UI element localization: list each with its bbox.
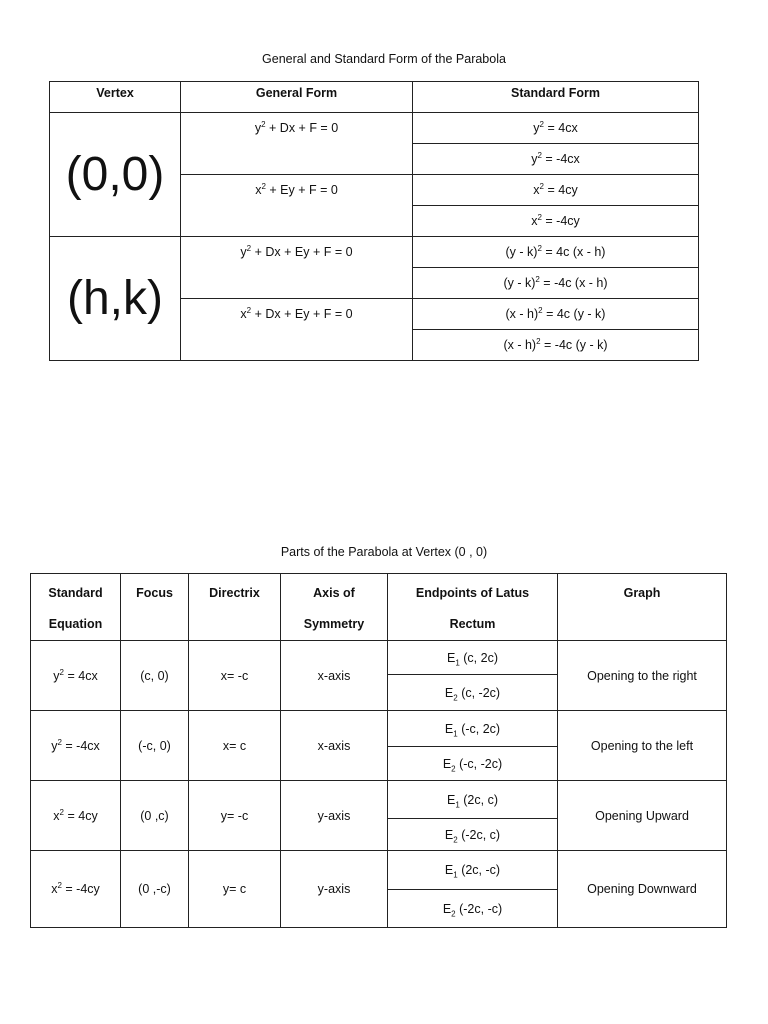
standard-equation-cell: $x^2 = -4cy$: [31, 851, 121, 928]
endpoint-e2-cell: $E_2$ (c, -2c): [388, 675, 558, 711]
axis-cell: y-axis: [281, 851, 388, 928]
vertex-origin: (0,0): [50, 113, 181, 237]
standard-form-cell: (x - h)$^2$ = -4c (y - k): [413, 330, 699, 361]
general-standard-form-table: [49, 81, 699, 361]
endpoint-e2-cell: $E_2$ (-2c, -c): [388, 890, 558, 928]
focus-cell: (0 ,c): [121, 781, 189, 851]
standard-form-cell: $y^2 = -4cx$: [413, 144, 699, 175]
standard-equation-cell: $x^2 = 4cy$: [31, 781, 121, 851]
standard-form-cell: $x^2 = 4cy$: [413, 175, 699, 206]
endpoint-e1-cell: $E_1$ (-c, 2c): [388, 711, 558, 747]
endpoint-e2-cell: $E_2$ (-2c, c): [388, 819, 558, 851]
standard-equation-cell: $y^2 = -4cx$: [31, 711, 121, 781]
table-row: [31, 711, 727, 747]
header-graph: Graph: [558, 574, 727, 641]
standard-form-cell: $y^2 = 4cx$: [413, 113, 699, 144]
header-general-form: General Form: [181, 82, 413, 113]
standard-equation-cell: $y^2 = 4cx$: [31, 641, 121, 711]
graph-cell: Opening to the right: [558, 641, 727, 711]
header-directrix: Directrix: [189, 574, 281, 641]
axis-cell: x-axis: [281, 641, 388, 711]
general-form-cell: $y^2 + Dx + F = 0$: [181, 113, 413, 175]
table2-title: Parts of the Parabola at Vertex (0 , 0): [280, 545, 488, 559]
endpoint-e2-cell: $E_2$ (-c, -2c): [388, 747, 558, 781]
table-row: [31, 851, 727, 890]
standard-form-cell: (y - k)$^2$ = 4c (x - h): [413, 237, 699, 268]
table-row: [31, 641, 727, 675]
directrix-cell: y= -c: [189, 781, 281, 851]
table1-header-row: [50, 82, 699, 113]
standard-form-cell: (x - h)$^2$ = 4c (y - k): [413, 299, 699, 330]
table-row: [31, 781, 727, 819]
general-form-cell: $x^2 + Dx + Ey + F = 0$: [181, 299, 413, 361]
endpoint-e1-cell: $E_1$ (c, 2c): [388, 641, 558, 675]
header-axis-of-symmetry: Axis of Symmetry: [281, 574, 388, 641]
focus-cell: (c, 0): [121, 641, 189, 711]
graph-cell: Opening to the left: [558, 711, 727, 781]
standard-form-cell: (y - k)$^2$ = -4c (x - h): [413, 268, 699, 299]
table1-title: General and Standard Form of the Parabola: [262, 52, 506, 66]
header-standard-equation: Standard Equation: [31, 574, 121, 641]
standard-form-cell: $x^2 = -4cy$: [413, 206, 699, 237]
endpoint-e1-cell: $E_1$ (2c, c): [388, 781, 558, 819]
table2-header-row: [31, 574, 727, 641]
header-standard-form: Standard Form: [413, 82, 699, 113]
directrix-cell: y= c: [189, 851, 281, 928]
endpoint-e1-cell: $E_1$ (2c, -c): [388, 851, 558, 890]
graph-cell: Opening Upward: [558, 781, 727, 851]
parts-of-parabola-table: [30, 573, 727, 928]
focus-cell: (0 ,-c): [121, 851, 189, 928]
graph-cell: Opening Downward: [558, 851, 727, 928]
header-focus: Focus: [121, 574, 189, 641]
focus-cell: (-c, 0): [121, 711, 189, 781]
general-form-cell: $y^2 + Dx + Ey + F = 0$: [181, 237, 413, 299]
axis-cell: x-axis: [281, 711, 388, 781]
axis-cell: y-axis: [281, 781, 388, 851]
header-latus-rectum: Endpoints of Latus Rectum: [388, 574, 558, 641]
header-vertex: Vertex: [50, 82, 181, 113]
directrix-cell: x= -c: [189, 641, 281, 711]
general-form-cell: $x^2 + Ey + F = 0$: [181, 175, 413, 237]
directrix-cell: x= c: [189, 711, 281, 781]
vertex-hk: (h,k): [50, 237, 181, 361]
